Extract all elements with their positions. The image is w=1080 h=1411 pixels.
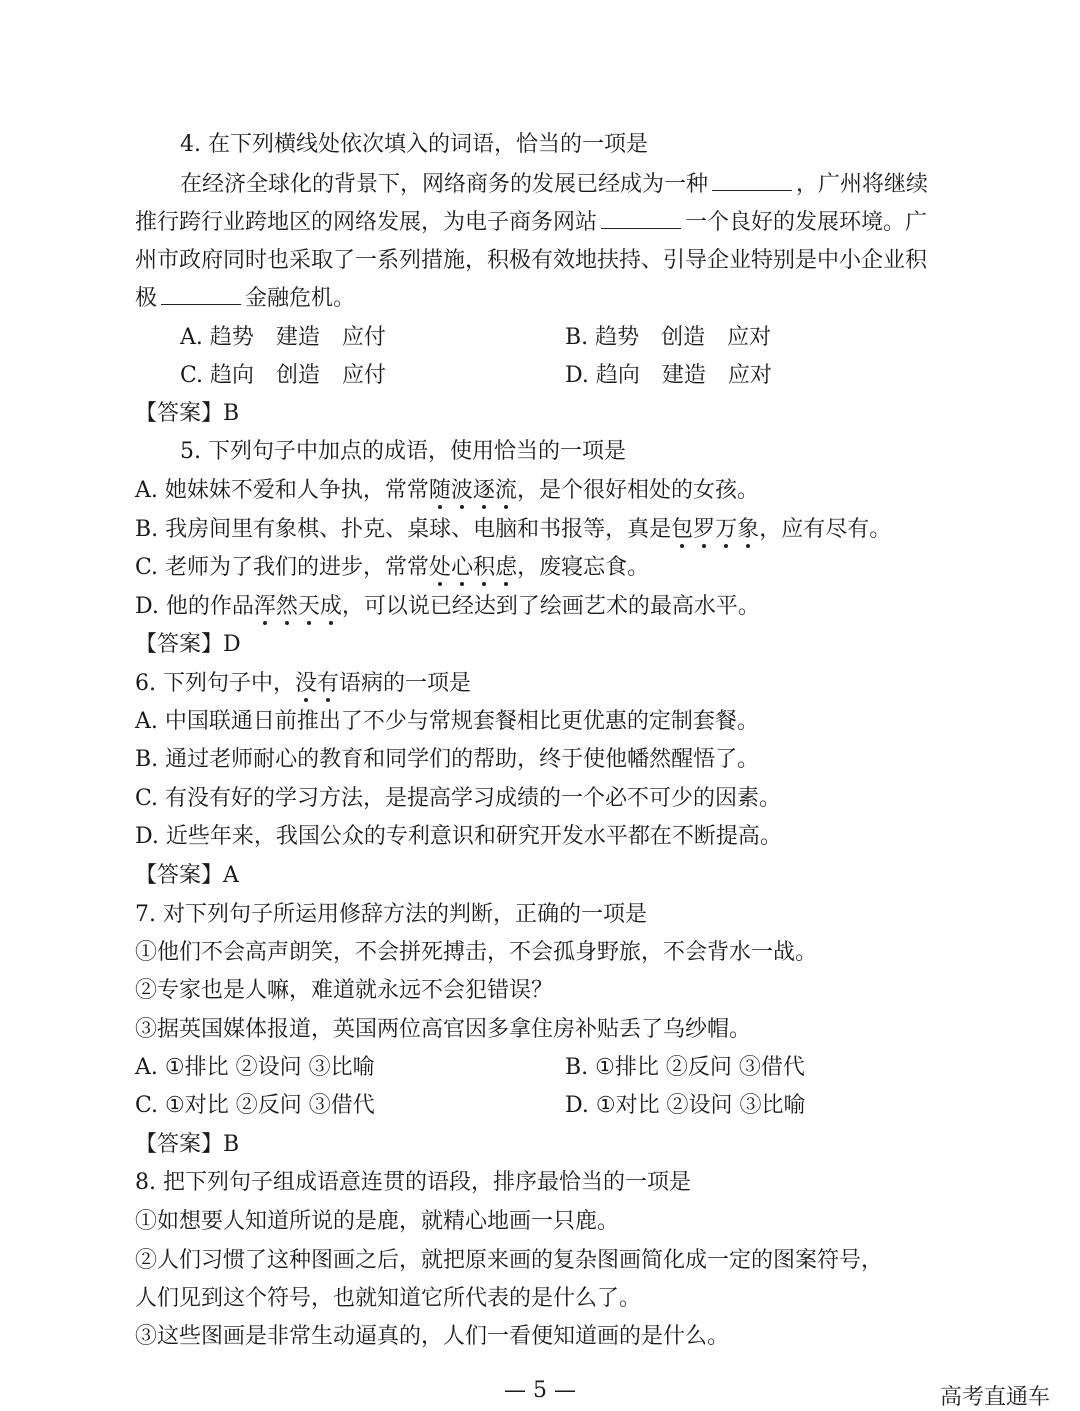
q4-option-b: B. 趋势 创造 应对 xyxy=(565,325,772,350)
q7-option-c: C. ①对比 ②反问 ③借代 xyxy=(135,1093,375,1118)
q6-stem xyxy=(135,669,950,699)
q5-option-c-dotted-char: 积 xyxy=(473,555,496,580)
q5-option-c xyxy=(135,553,950,583)
q6-option-d: D. 近些年来，我国公众的专利意识和研究开发水平都在不断提高。 xyxy=(135,824,782,849)
q4-p4b: 金融危机。 xyxy=(245,286,356,311)
q5-option-a-post: ，是个很好相处的女孩。 xyxy=(516,478,759,503)
q6-stem-post: 语病的一项是 xyxy=(339,671,472,696)
q8-stem: 8. 把下列句子组成语意连贯的语段，排序最恰当的一项是 xyxy=(135,1170,691,1195)
q7-sentence-1: ①他们不会高声朗笑，不会拼死搏击，不会孤身野旅，不会背水一战。 xyxy=(135,940,818,965)
q5-option-a-dotted-char: 逐 xyxy=(472,478,495,503)
q5-option-d xyxy=(135,592,950,622)
q4-p2a: 推行跨行业跨地区的网络发展，为电子商务网站 xyxy=(135,210,598,235)
q6-option-b: B. 通过老师耐心的教育和同学们的帮助，终于使他幡然醒悟了。 xyxy=(135,747,760,772)
q7-sentence-3: ③据英国媒体报道，英国两位高官因多拿住房补贴丢了乌纱帽。 xyxy=(135,1017,752,1042)
q5-option-b-post: ，应有尽有。 xyxy=(759,517,892,542)
q4-p4a: 极 xyxy=(135,286,158,311)
q4-passage-line-3: 州市政府同时也采取了一系列措施，积极有效地扶持、引导企业特别是中小企业积 xyxy=(135,248,928,273)
q5-option-d-pre: D. 他的作品 xyxy=(135,594,254,619)
q5-option-d-dotted-char: 天 xyxy=(297,594,320,619)
q7-option-d: D. ①对比 ②设问 ③比喻 xyxy=(565,1093,806,1118)
q6-stem-dotted-char: 有 xyxy=(317,671,340,696)
q5-option-a-dotted-char: 流 xyxy=(494,478,517,503)
q7-answer: 【答案】B xyxy=(135,1132,240,1157)
q4-option-c: C. 趋向 创造 应付 xyxy=(180,363,387,388)
q5-option-b-dotted-char: 罗 xyxy=(693,517,716,542)
source-watermark: 高考直通车 xyxy=(939,1385,1050,1410)
q6-stem-dotted-char: 没 xyxy=(294,671,317,696)
q8-sentence-1: ①如想要人知道所说的是鹿，就精心地画一只鹿。 xyxy=(135,1209,620,1234)
q8-sentence-3: ③这些图画是非常生动逼真的，人们一看便知道画的是什么。 xyxy=(135,1324,730,1349)
q5-option-b-pre: B. 我房间里有象棋、扑克、桌球、电脑和书报等，真是 xyxy=(135,517,672,542)
q4-blank-3 xyxy=(161,284,241,305)
q4-passage-line-4 xyxy=(135,284,950,314)
q4-option-d: D. 趋向 建造 应对 xyxy=(565,363,772,388)
q4-blank-2 xyxy=(601,208,681,229)
q4-stem: 4. 在下列横线处依次填入的词语，恰当的一项是 xyxy=(180,132,648,157)
q6-stem-pre: 6. 下列句子中， xyxy=(135,671,295,696)
q5-option-c-dotted-char: 虑 xyxy=(495,555,518,580)
q5-option-a xyxy=(135,476,950,506)
q4-option-a: A. 趋势 建造 应付 xyxy=(180,325,386,350)
q5-option-b xyxy=(135,515,950,545)
q5-option-c-dotted-char: 心 xyxy=(451,555,474,580)
q5-option-b-dotted-char: 包 xyxy=(671,517,694,542)
q5-option-a-pre: A. 她妹妹不爱和人争执，常常 xyxy=(135,478,429,503)
q4-p1b: ，广州将继续 xyxy=(796,172,929,197)
page-number: — 5 — xyxy=(504,1378,576,1403)
q4-blank-1 xyxy=(712,170,792,191)
q5-option-b-dotted-char: 象 xyxy=(737,517,760,542)
q6-option-a: A. 中国联通日前推出了不少与常规套餐相比更优惠的定制套餐。 xyxy=(135,709,759,734)
q4-passage-line-2 xyxy=(135,208,950,238)
q7-option-b: B. ①排比 ②反问 ③借代 xyxy=(565,1055,805,1080)
q5-option-c-dotted-char: 处 xyxy=(429,555,452,580)
q8-sentence-2b: 人们见到这个符号，也就知道它所代表的是什么了。 xyxy=(135,1286,642,1311)
q5-option-c-pre: C. 老师为了我们的进步，常常 xyxy=(135,555,430,580)
q4-passage-line-1 xyxy=(180,170,995,200)
q5-answer: 【答案】D xyxy=(135,632,241,657)
q4-p1a: 在经济全球化的背景下，网络商务的发展已经成为一种 xyxy=(180,172,709,197)
q5-option-a-dotted-char: 随 xyxy=(428,478,451,503)
q4-answer: 【答案】B xyxy=(135,401,240,426)
q7-stem: 7. 对下列句子所运用修辞方法的判断，正确的一项是 xyxy=(135,902,647,927)
q7-option-a: A. ①排比 ②设问 ③比喻 xyxy=(135,1055,375,1080)
q5-option-d-dotted-char: 成 xyxy=(319,594,342,619)
q8-sentence-2a: ②人们习惯了这种图画之后，就把原来画的复杂图画简化成一定的图案符号， xyxy=(135,1248,884,1273)
q5-option-a-dotted-char: 波 xyxy=(450,478,473,503)
q6-answer: 【答案】A xyxy=(135,863,239,888)
q5-option-b-dotted-char: 万 xyxy=(715,517,738,542)
q5-option-d-dotted-char: 浑 xyxy=(253,594,276,619)
q5-option-d-post: ，可以说已经达到了绘画艺术的最高水平。 xyxy=(341,594,760,619)
q4-p2b: 一个良好的发展环境。广 xyxy=(685,210,928,235)
q7-sentence-2: ②专家也是人嘛，难道就永远不会犯错误？ xyxy=(135,978,554,1003)
q6-option-c: C. 有没有好的学习方法，是提高学习成绩的一个必不可少的因素。 xyxy=(135,786,782,811)
q5-stem: 5. 下列句子中加点的成语，使用恰当的一项是 xyxy=(180,439,626,464)
q5-option-c-post: ，废寝忘食。 xyxy=(517,555,650,580)
q5-option-d-dotted-char: 然 xyxy=(275,594,298,619)
